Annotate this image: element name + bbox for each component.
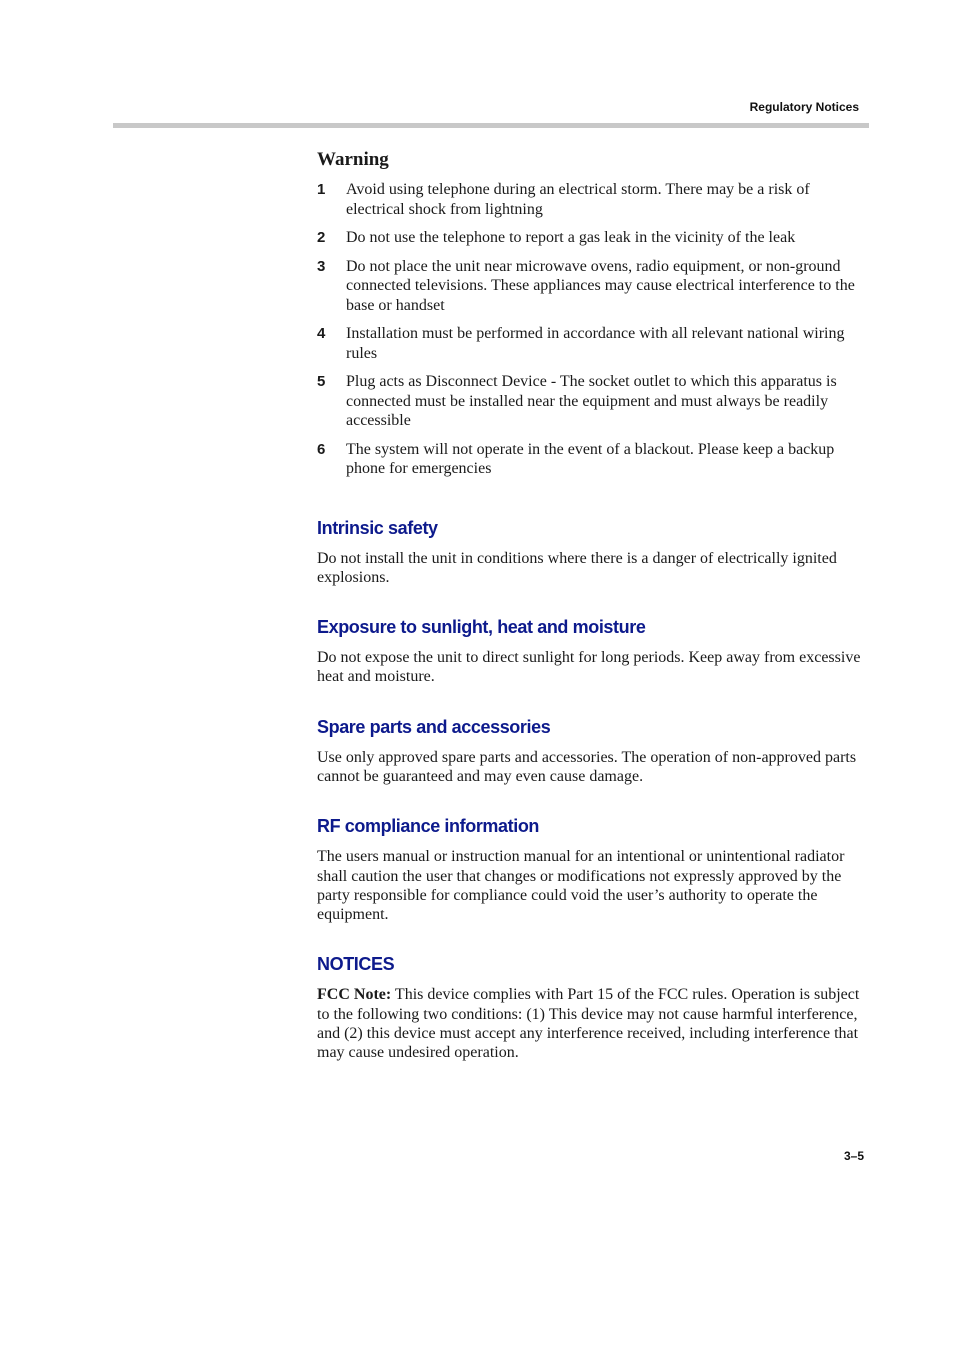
section-body: Do not install the unit in conditions where there is a danger of electrically ignited explosions.	[317, 549, 837, 586]
list-item	[317, 372, 867, 431]
warning-title: Warning	[317, 149, 389, 170]
list-item	[317, 228, 867, 248]
section-body	[317, 985, 867, 1062]
section-heading: Intrinsic safety	[317, 517, 438, 538]
section-body: The users manual or instruction manual for an intentional or unintentional radiator shall caution the user that changes or modifications not expressly approved by the party responsible for compliance could void the user’s authority to operate the equipment.	[317, 848, 845, 924]
section-spare-parts	[317, 715, 867, 787]
header-rule	[113, 123, 869, 128]
item-number: 2	[317, 229, 326, 246]
item-text: Avoid using telephone during an electrical storm. There may be a risk of electrical shock from lightning	[346, 181, 810, 218]
item-text: Installation must be performed in accordance with all relevant national wiring rules	[346, 325, 845, 362]
running-header: Regulatory Notices	[749, 100, 859, 114]
section-intrinsic-safety	[317, 516, 867, 588]
item-number: 3	[317, 257, 326, 275]
section-heading: Spare parts and accessories	[317, 716, 551, 737]
fcc-note-label: FCC Note:	[317, 986, 392, 1004]
item-number: 1	[317, 181, 326, 198]
item-number: 5	[317, 373, 326, 390]
section-exposure	[317, 615, 867, 687]
item-text: Do not use the telephone to report a gas leak in the vicinity of the leak	[346, 229, 796, 246]
fcc-note-text: This device complies with Part 15 of the FCC rules. Operation is subject to the following two conditions: (1) This device may not cause harmful interference, and (2) this device must accept any interference received, including interference that may cause undesired operation.	[317, 986, 860, 1062]
list-item	[317, 440, 867, 479]
section-heading: RF compliance information	[317, 816, 540, 837]
item-number: 6	[317, 440, 326, 458]
item-text: Plug acts as Disconnect Device - The socket outlet to which this apparatus is connected must be installed near the equipment and must always be readily accessible	[346, 373, 837, 429]
item-text: Do not place the unit near microwave ovens, radio equipment, or non-ground connected televisions. These appliances may cause electrical interference to the base or handset	[346, 257, 855, 314]
section-notices	[317, 952, 867, 1062]
section-body: Do not expose the unit to direct sunlight for long periods. Keep away from excessive heat and moisture.	[317, 649, 861, 686]
section-heading: NOTICES	[317, 954, 395, 975]
section-heading: Exposure to sunlight, heat and moisture	[317, 617, 646, 638]
page-content	[317, 148, 867, 1063]
list-item	[317, 257, 867, 316]
item-text: The system will not operate in the event of a blackout. Please keep a backup phone for emergencies	[346, 440, 835, 477]
list-item	[317, 180, 867, 219]
page-number: 3–5	[843, 1149, 864, 1163]
list-item	[317, 324, 867, 363]
section-body: Use only approved spare parts and accessories. The operation of non-approved parts cannot be guaranteed and may even cause damage.	[317, 748, 857, 785]
section-rf-compliance	[317, 814, 867, 924]
warning-list	[317, 180, 867, 479]
item-number: 4	[317, 325, 326, 342]
